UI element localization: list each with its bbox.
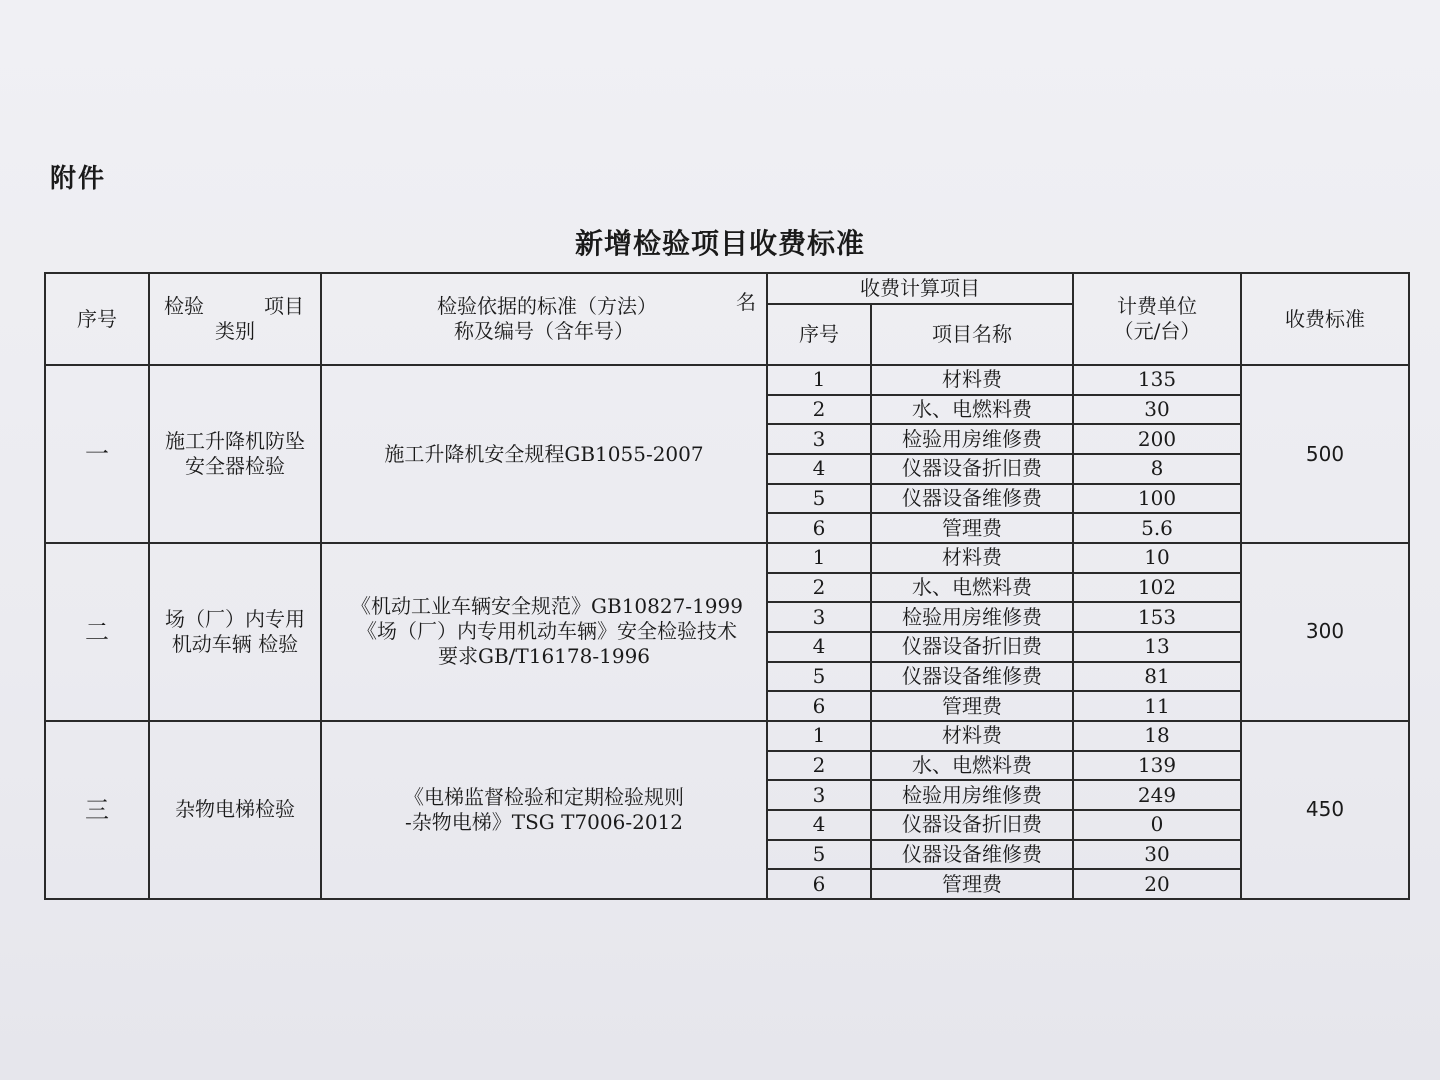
item-unit-fee: 30 [1073, 840, 1241, 870]
item-unit-fee: 81 [1073, 662, 1241, 692]
section-standard-line: 《场（厂）内专用机动车辆》安全检验技术 [357, 619, 737, 644]
document-title: 新增检验项目收费标准 [574, 227, 865, 260]
item-no: 4 [767, 632, 871, 662]
item-no: 4 [767, 454, 871, 484]
section-category-line: 场（厂）内专用 [165, 606, 305, 631]
item-unit-fee: 249 [1073, 780, 1241, 810]
item-name: 检验用房维修费 [871, 780, 1073, 810]
item-unit-fee: 5.6 [1073, 513, 1241, 543]
item-name: 仪器设备维修费 [871, 662, 1073, 692]
item-no: 1 [767, 543, 871, 573]
item-no: 3 [767, 424, 871, 454]
section-category-line: 施工升降机防坠 [165, 429, 305, 453]
item-no: 4 [767, 810, 871, 840]
header-category-line2: 类别 [215, 319, 255, 344]
table-row [45, 543, 1409, 573]
item-no: 6 [767, 869, 871, 899]
section-standard [321, 721, 767, 899]
header-calc-items: 收费计算项目 [767, 273, 1073, 304]
header-standard [321, 273, 767, 365]
header-standard-line1: 检验依据的标准（方法） [437, 294, 657, 319]
section-category [149, 721, 321, 899]
header-fee: 收费标准 [1241, 273, 1409, 365]
header-unit [1073, 273, 1241, 365]
item-name: 材料费 [871, 721, 1073, 751]
header-unit-line1: 计费单位 [1117, 294, 1197, 319]
table-row [45, 365, 1409, 395]
item-name: 管理费 [871, 513, 1073, 543]
item-name: 仪器设备折旧费 [871, 454, 1073, 484]
section-standard-line: 要求GB/T16178-1996 [437, 644, 651, 669]
section-fee: 450 [1241, 721, 1409, 899]
item-name: 水、电燃料费 [871, 395, 1073, 425]
section-category-line: 安全器检验 [185, 454, 285, 478]
section-seq: 二 [45, 543, 149, 721]
item-unit-fee: 0 [1073, 810, 1241, 840]
section-fee: 300 [1241, 543, 1409, 721]
item-no: 6 [767, 691, 871, 721]
item-unit-fee: 139 [1073, 751, 1241, 781]
section-standard-line: 施工升降机安全规程GB1055-2007 [384, 441, 704, 466]
item-name: 检验用房维修费 [871, 424, 1073, 454]
item-no: 6 [767, 513, 871, 543]
item-name: 水、电燃料费 [871, 573, 1073, 603]
header-category [149, 273, 321, 365]
item-name: 仪器设备折旧费 [871, 632, 1073, 662]
item-no: 3 [767, 780, 871, 810]
item-name: 仪器设备折旧费 [871, 810, 1073, 840]
header-calc-seq: 序号 [767, 304, 871, 365]
item-unit-fee: 102 [1073, 573, 1241, 603]
item-unit-fee: 100 [1073, 484, 1241, 514]
item-name: 材料费 [871, 543, 1073, 573]
section-category-line: 机动车辆 检验 [171, 631, 299, 656]
item-unit-fee: 153 [1073, 602, 1241, 632]
item-unit-fee: 20 [1073, 869, 1241, 899]
section-seq: 一 [45, 365, 149, 543]
section-category-line: 杂物电梯检验 [175, 797, 295, 822]
section-seq: 三 [45, 721, 149, 899]
item-unit-fee: 11 [1073, 691, 1241, 721]
item-no: 2 [767, 573, 871, 603]
item-no: 1 [767, 365, 871, 395]
item-name: 仪器设备维修费 [871, 484, 1073, 514]
header-seq: 序号 [45, 273, 149, 365]
item-name: 检验用房维修费 [871, 602, 1073, 632]
item-name: 仪器设备维修费 [871, 840, 1073, 870]
fee-standard-table [44, 272, 1410, 900]
item-unit-fee: 30 [1073, 395, 1241, 425]
section-standard-line: 《电梯监督检验和定期检验规则 [404, 784, 684, 809]
section-category [149, 365, 321, 543]
item-no: 3 [767, 602, 871, 632]
item-unit-fee: 200 [1073, 424, 1241, 454]
header-calc-name: 项目名称 [871, 304, 1073, 365]
item-unit-fee: 8 [1073, 454, 1241, 484]
item-unit-fee: 18 [1073, 721, 1241, 751]
item-no: 2 [767, 751, 871, 781]
section-standard [321, 543, 767, 721]
section-standard-line: -杂物电梯》TSG T7006-2012 [404, 809, 684, 834]
section-standard [321, 365, 767, 543]
header-standard-ming: 名 [736, 290, 756, 314]
attachment-label: 附件 [50, 164, 107, 194]
header-unit-line2: （元/台） [1113, 319, 1201, 344]
item-no: 1 [767, 721, 871, 751]
item-no: 5 [767, 662, 871, 692]
item-name: 管理费 [871, 691, 1073, 721]
section-category [149, 543, 321, 721]
item-name: 材料费 [871, 365, 1073, 395]
item-no: 5 [767, 840, 871, 870]
header-category-line1: 检验 项目 [164, 294, 304, 319]
section-standard-line: 《机动工业车辆安全规范》GB10827-1999 [351, 594, 743, 619]
header-row-1 [45, 273, 1409, 304]
table-row [45, 721, 1409, 751]
header-standard-line2: 称及编号（含年号） [454, 319, 634, 344]
item-unit-fee: 10 [1073, 543, 1241, 573]
section-fee: 500 [1241, 365, 1409, 543]
item-unit-fee: 13 [1073, 632, 1241, 662]
item-no: 2 [767, 395, 871, 425]
item-name: 管理费 [871, 869, 1073, 899]
item-name: 水、电燃料费 [871, 751, 1073, 781]
item-no: 5 [767, 484, 871, 514]
item-unit-fee: 135 [1073, 365, 1241, 395]
